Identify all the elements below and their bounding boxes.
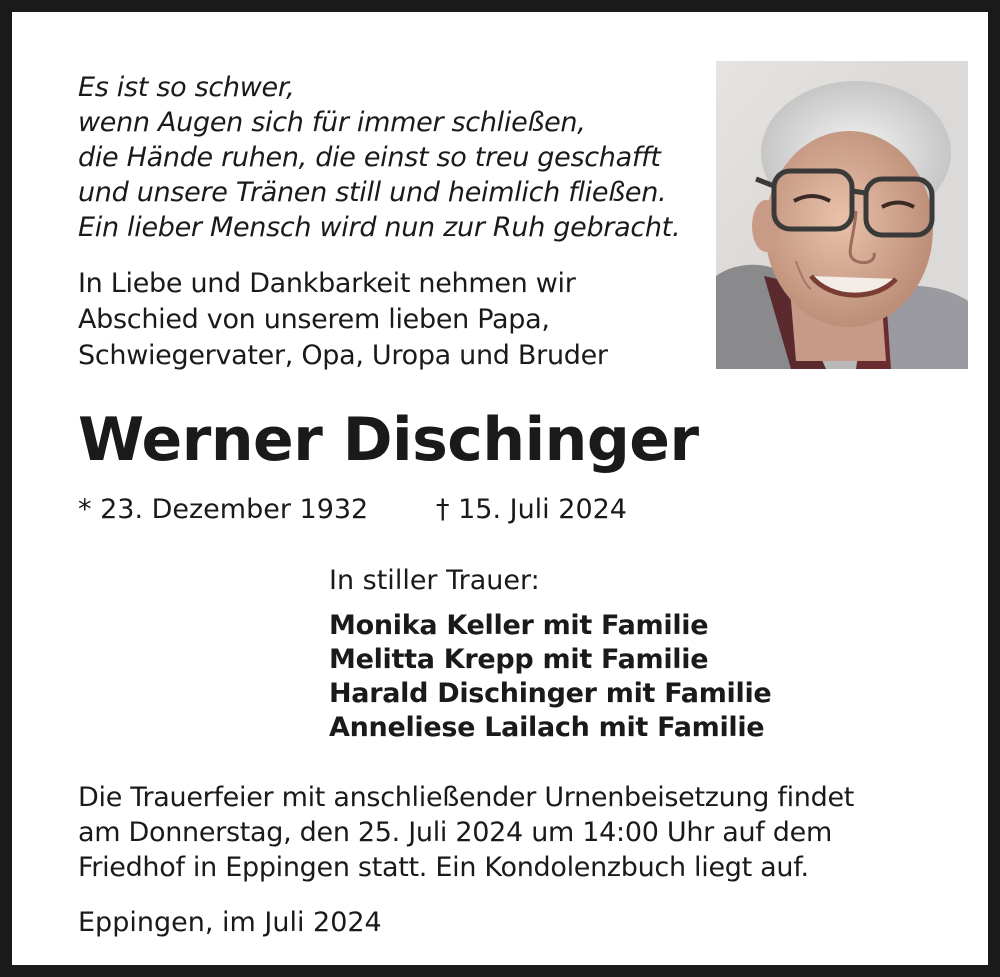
portrait-photo-icon: [716, 61, 968, 369]
portrait-photo: [716, 61, 968, 369]
intro-line: In Liebe und Dankbarkeit nehmen wir: [78, 268, 576, 299]
intro-text: [78, 266, 608, 374]
mourners-list: [329, 609, 771, 745]
mourner-name: Harald Dischinger mit Familie: [329, 678, 772, 709]
ceremony-line: Friedhof in Eppingen statt. Ein Kondolenzbuch liegt auf.: [78, 852, 809, 883]
poem-line: Ein lieber Mensch wird nun zur Ruh gebracht.: [78, 212, 681, 243]
poem-line: die Hände ruhen, die einst so treu geschafft: [78, 142, 661, 173]
birth-date: * 23. Dezember 1932: [78, 494, 369, 525]
ceremony-line: Die Trauerfeier mit anschließender Urnenbeisetzung findet: [78, 782, 855, 813]
intro-line: Abschied von unserem lieben Papa,: [78, 304, 550, 335]
mourner-name: Melitta Krepp mit Familie: [329, 644, 709, 675]
death-date: † 15. Juli 2024: [436, 494, 627, 525]
mourner-name: Anneliese Lailach mit Familie: [329, 712, 765, 743]
intro-line: Schwiegervater, Opa, Uropa und Bruder: [78, 340, 608, 371]
ceremony-line: am Donnerstag, den 25. Juli 2024 um 14:00 Uhr auf dem: [78, 817, 832, 848]
ceremony-details: [78, 780, 854, 885]
mourners-label: In stiller Trauer:: [329, 565, 540, 596]
poem: [78, 70, 680, 245]
deceased-name: Werner Dischinger: [78, 405, 699, 475]
place-date: Eppingen, im Juli 2024: [78, 907, 382, 938]
poem-line: wenn Augen sich für immer schließen,: [78, 107, 586, 138]
poem-line: und unsere Tränen still und heimlich fließen.: [78, 177, 667, 208]
poem-line: Es ist so schwer,: [78, 72, 295, 103]
mourner-name: Monika Keller mit Familie: [329, 610, 709, 641]
